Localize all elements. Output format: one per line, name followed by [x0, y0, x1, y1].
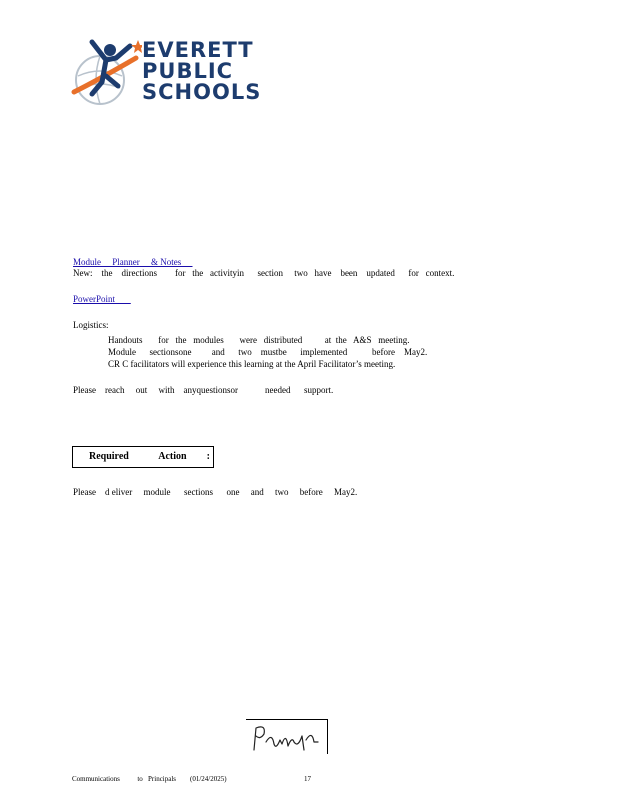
required-action-text: Please d eliver module sections one and two before May2. — [73, 487, 358, 497]
page-number: 17 — [304, 775, 311, 783]
district-logo — [70, 36, 262, 110]
list-item-text: Module sectionsone and two mustbe implemented before May2. — [108, 347, 428, 357]
list-item-text: CR C facilitators will experience this learning at the April Facilitator’s meeting. — [108, 359, 396, 369]
logo-wordmark — [142, 40, 261, 103]
footer-text: Communications to Principals (01/24/2025) — [72, 775, 227, 783]
module-planner-link[interactable]: Module Planner & Notes — [73, 257, 193, 267]
reach-out-text: Please reach out with anyquestionsor needed support. — [73, 385, 334, 395]
list-item-text: Handouts for the modules were distributed at the A&S meeting. — [108, 335, 410, 345]
new-directions-text: New: the directions for the activityin section two have been updated for context. — [73, 268, 455, 278]
logo-line-1: EVERETT — [142, 38, 254, 62]
signature-icon — [248, 722, 324, 754]
logo-line-3: SCHOOLS — [142, 80, 262, 104]
logistics-label: Logistics: — [73, 320, 109, 330]
logo-line-2: PUBLIC — [142, 59, 234, 83]
list-item — [90, 358, 427, 370]
list-item — [90, 346, 427, 358]
logistics-list — [90, 334, 427, 370]
logo-emblem-icon — [70, 36, 142, 110]
required-action-box: Required Action : — [72, 446, 214, 468]
list-item — [90, 334, 427, 346]
powerpoint-link[interactable]: PowerPoint — [73, 294, 131, 304]
